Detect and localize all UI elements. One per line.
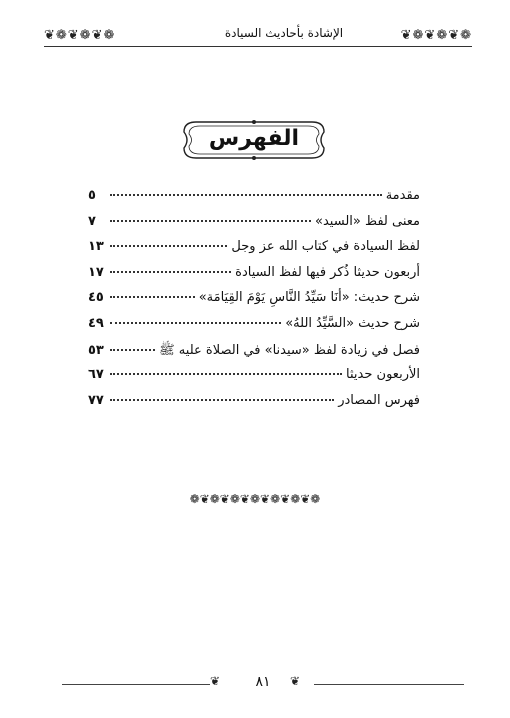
toc-title-frame bbox=[180, 118, 328, 162]
section-divider-ornament: ❁❦❁❦❁❦❁❦❁❦❁❦❁ bbox=[189, 492, 321, 506]
leader-dots bbox=[110, 322, 281, 324]
footer-rule-left bbox=[62, 684, 210, 685]
toc-entry-page: ٥٣ bbox=[88, 342, 104, 358]
toc-entry-label: أربعون حديثا ذُكر فيها لفظ السيادة bbox=[235, 264, 420, 280]
toc-entry-label: فهرس المصادر bbox=[338, 392, 420, 408]
leader-dots bbox=[110, 373, 342, 375]
toc-entry-label: شرح حديث «السَّيِّدُ اللهُ» bbox=[285, 315, 420, 331]
toc-entry[interactable] bbox=[88, 265, 420, 291]
toc-entry[interactable] bbox=[88, 316, 420, 342]
toc-entry-label: شرح حديث: «أنَا سَيِّدُ النَّاسِ يَوْمَ القِيَامَة» bbox=[198, 290, 420, 306]
leader-dots bbox=[110, 349, 155, 351]
toc-entry[interactable] bbox=[88, 214, 420, 240]
toc-entry-label: الأربعون حديثا bbox=[346, 367, 420, 383]
table-of-contents bbox=[88, 188, 420, 418]
header-ornament-right: ❦❁❦❁❦❁ bbox=[400, 28, 472, 43]
toc-entry[interactable] bbox=[88, 393, 420, 419]
toc-entry-label: لفظ السيادة في كتاب الله عز وجل bbox=[231, 239, 420, 255]
toc-entry-page: ١٣ bbox=[88, 239, 104, 255]
footer-ornament-icon: ❦ bbox=[210, 674, 221, 688]
footer-ornament-icon: ❦ bbox=[290, 674, 301, 688]
header-rule bbox=[44, 46, 472, 47]
footer-rule-right bbox=[314, 684, 464, 685]
header-ornament-left: ❦❁❦❁❦❁ bbox=[44, 28, 116, 43]
toc-entry[interactable] bbox=[88, 188, 420, 214]
toc-entry-label: فصل في زيادة لفظ «سيدنا» في الصلاة عليه ﷺ bbox=[158, 342, 420, 358]
running-header-title: الإشادة بأحاديث السيادة bbox=[224, 26, 344, 40]
toc-entry-page: ٤٥ bbox=[88, 290, 104, 306]
leader-dots bbox=[110, 194, 382, 196]
running-header bbox=[44, 22, 472, 48]
page-number: ٨١ bbox=[255, 674, 271, 690]
toc-entry-page: ٦٧ bbox=[88, 367, 104, 383]
toc-entry-page: ٧ bbox=[88, 213, 96, 229]
leader-dots bbox=[110, 399, 334, 401]
toc-entry-page: ٤٩ bbox=[88, 315, 104, 331]
toc-entry[interactable] bbox=[88, 367, 420, 393]
leader-dots bbox=[110, 296, 195, 298]
toc-entry-label: مقدمة bbox=[385, 188, 420, 203]
leader-dots bbox=[110, 245, 227, 247]
leader-dots bbox=[110, 220, 311, 222]
leader-dots bbox=[110, 271, 231, 273]
toc-entry-page: ٧٧ bbox=[88, 392, 104, 408]
page-footer bbox=[44, 672, 464, 692]
toc-entry[interactable] bbox=[88, 342, 420, 368]
toc-entry-page: ٥ bbox=[88, 188, 96, 203]
toc-title: الفهرس bbox=[208, 126, 300, 151]
toc-entry[interactable] bbox=[88, 290, 420, 316]
toc-entry-label: معنى لفظ «السيد» bbox=[315, 213, 420, 229]
toc-entry-page: ١٧ bbox=[88, 264, 104, 280]
toc-entry[interactable] bbox=[88, 239, 420, 265]
